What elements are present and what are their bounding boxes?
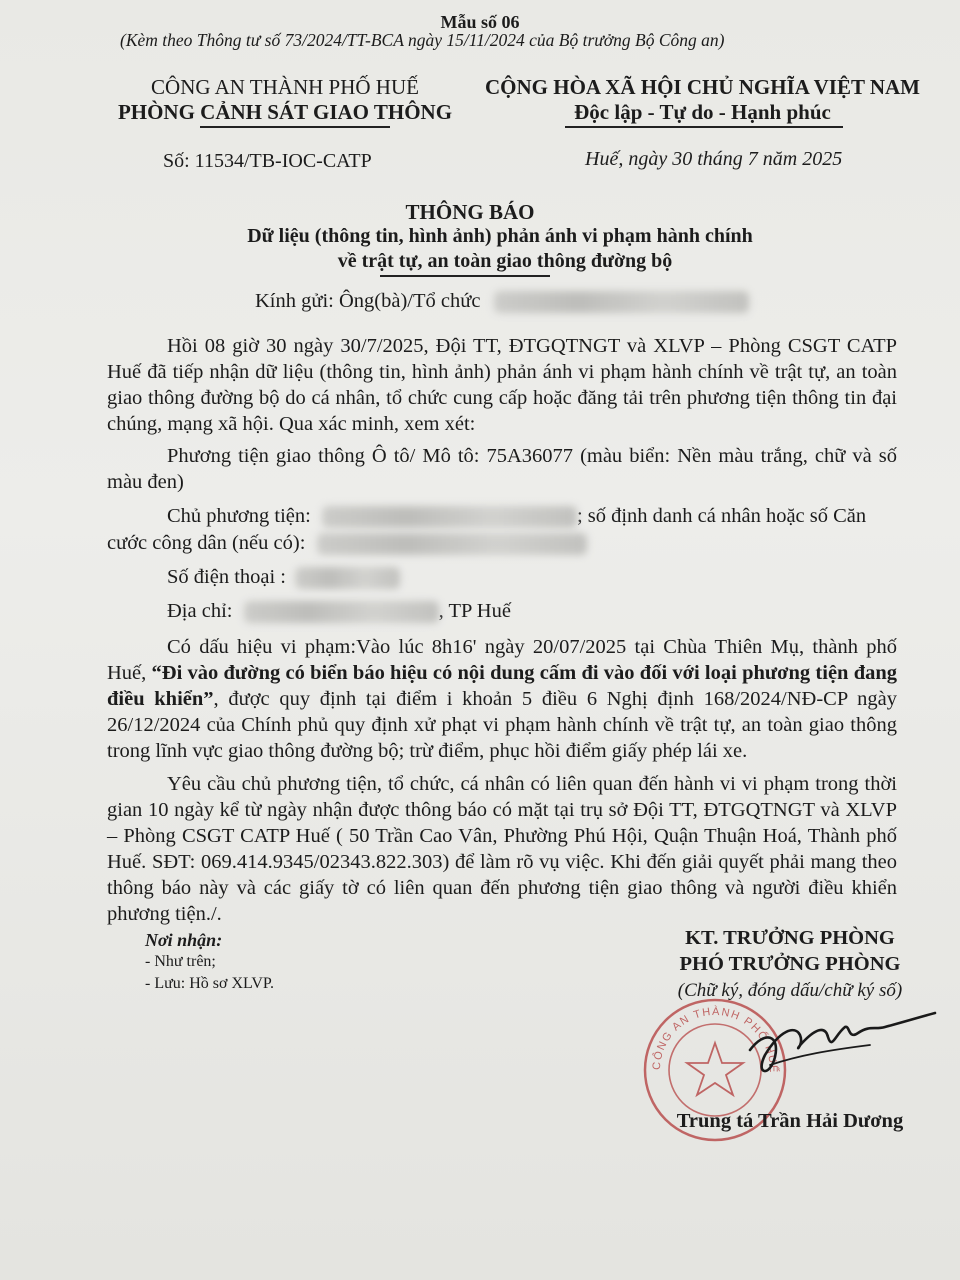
document-title: THÔNG BÁO — [405, 200, 535, 224]
violation-description: “Đi vào đường có biển báo hiệu có nội dung cấm đi vào đối với loại phương tiện đang điều khiển” — [107, 662, 897, 710]
paragraph-vehicle-text: Phương tiện giao thông Ô tô/ Mô tô: 75A36077 (màu biển: Nền màu trắng, chữ và số màu đen) — [107, 445, 897, 493]
paragraph-request-text: Yêu cầu chủ phương tiện, tổ chức, cá nhân có liên quan đến hành vi vi phạm trong thời gian 10 ngày kể từ ngày nhận được thông báo có mặt tại trụ sở Đội TT, ĐTGQTNGT và XLVP – Phòng CSGT CATP Huế ( 50 Trần Cao Vân, Phường Phú Hội, Quận Thuận Hoá, Thành phố Huế. SĐT: 069.414.9345/02343.822.303) để làm rõ vụ việc. Khi đến giải quyết phải mang theo thông báo này và các giấy tờ có liên quan đến phương tiện giao thông và người điều khiển phương tiện./. — [107, 773, 897, 925]
id-label: cước công dân (nếu có): — [107, 532, 306, 554]
recipients-item-1: - Như trên; — [145, 953, 216, 970]
signer-name: Trung tá Trần Hải Dương — [676, 1110, 904, 1132]
owner-line — [167, 505, 866, 528]
motto-underline — [565, 126, 843, 128]
form-attachment-note: (Kèm theo Thông tư số 73/2024/TT-BCA ngày 15/11/2024 của Bộ trưởng Bộ Công an) — [120, 30, 725, 50]
form-number: Mẫu số 06 — [440, 12, 520, 32]
title-underline — [380, 275, 550, 277]
title-line-1: Dữ liệu (thông tin, hình ảnh) phản ánh vi phạm hành chính — [247, 225, 753, 247]
address-suffix: , TP Huế — [438, 600, 511, 622]
document-number: Số: 11534/TB-IOC-CATP — [163, 150, 372, 172]
redacted-recipient — [494, 291, 749, 313]
paragraph-request — [107, 771, 897, 927]
signature-title-2: PHÓ TRƯỞNG PHÒNG — [679, 953, 901, 975]
redacted-phone — [295, 567, 400, 589]
id-line — [107, 532, 587, 555]
redacted-owner — [322, 506, 577, 528]
stamp-text: CÔNG AN THÀNH PHỐ HUẾ — [650, 1005, 780, 1074]
phone-line — [167, 566, 400, 589]
signature-note: (Chữ ký, đóng dấu/chữ ký số) — [677, 980, 903, 1001]
department-underline — [200, 126, 390, 128]
violation-intro: Có dấu hiệu vi phạm:Vào lúc 8h16' ngày 20/07/2025 tại Chùa Thiên Mụ, thành phố Huế, — [107, 636, 897, 684]
recipients-label: Nơi nhận: — [145, 930, 223, 950]
recipient-line — [255, 290, 749, 313]
paragraph-receipt — [107, 333, 897, 437]
paragraph-violation — [107, 634, 897, 764]
recipients-item-2: - Lưu: Hồ sơ XLVP. — [145, 975, 274, 992]
recipient-label: Kính gửi: Ông(bà)/Tổ chức — [255, 290, 481, 312]
owner-label: Chủ phương tiện: — [167, 505, 311, 527]
signature-title-1: KT. TRƯỞNG PHÒNG — [685, 927, 895, 949]
place-date: Huế, ngày 30 tháng 7 năm 2025 — [585, 148, 843, 170]
national-motto: Độc lập - Tự do - Hạnh phúc — [574, 100, 831, 124]
violation-legal-basis: , được quy định tại điểm i khoản 5 điều 6 Nghị định 168/2024/NĐ-CP ngày 26/12/2024 của Chính phủ quy định xử phạt vi phạm hành chính về trật tự, an toàn giao thông trong lĩnh vực giao thông đường bộ; trừ điểm, phục hồi điểm giấy phép lái xe. — [107, 688, 897, 762]
stamp-star-icon — [687, 1043, 743, 1095]
address-line — [167, 600, 511, 623]
owner-suffix: ; số định danh cá nhân hoặc số Căn — [576, 505, 867, 527]
redacted-address — [244, 601, 439, 623]
title-line-2: về trật tự, an toàn giao thông đường bộ — [337, 250, 673, 272]
issuing-department: PHÒNG CẢNH SÁT GIAO THÔNG — [117, 100, 453, 124]
issuing-authority: CÔNG AN THÀNH PHỐ HUẾ — [151, 75, 419, 99]
country-name: CỘNG HÒA XÃ HỘI CHỦ NGHĨA VIỆT NAM — [484, 75, 921, 99]
redacted-id — [317, 533, 587, 555]
paragraph-vehicle — [107, 443, 897, 495]
paragraph-receipt-text: Hồi 08 giờ 30 ngày 30/7/2025, Đội TT, ĐTGQTNGT và XLVP – Phòng CSGT CATP Huế đã tiếp nhận dữ liệu (thông tin, hình ảnh) phản ánh vi phạm hành chính về trật tự, an toàn giao thông đường bộ do cá nhân, tổ chức cung cấp hoặc đăng tải trên phương tiện thông tin đại chúng, mạng xã hội. Qua xác minh, xem xét: — [107, 335, 897, 435]
address-label: Địa chỉ: — [167, 600, 233, 622]
phone-label: Số điện thoại : — [167, 566, 287, 588]
